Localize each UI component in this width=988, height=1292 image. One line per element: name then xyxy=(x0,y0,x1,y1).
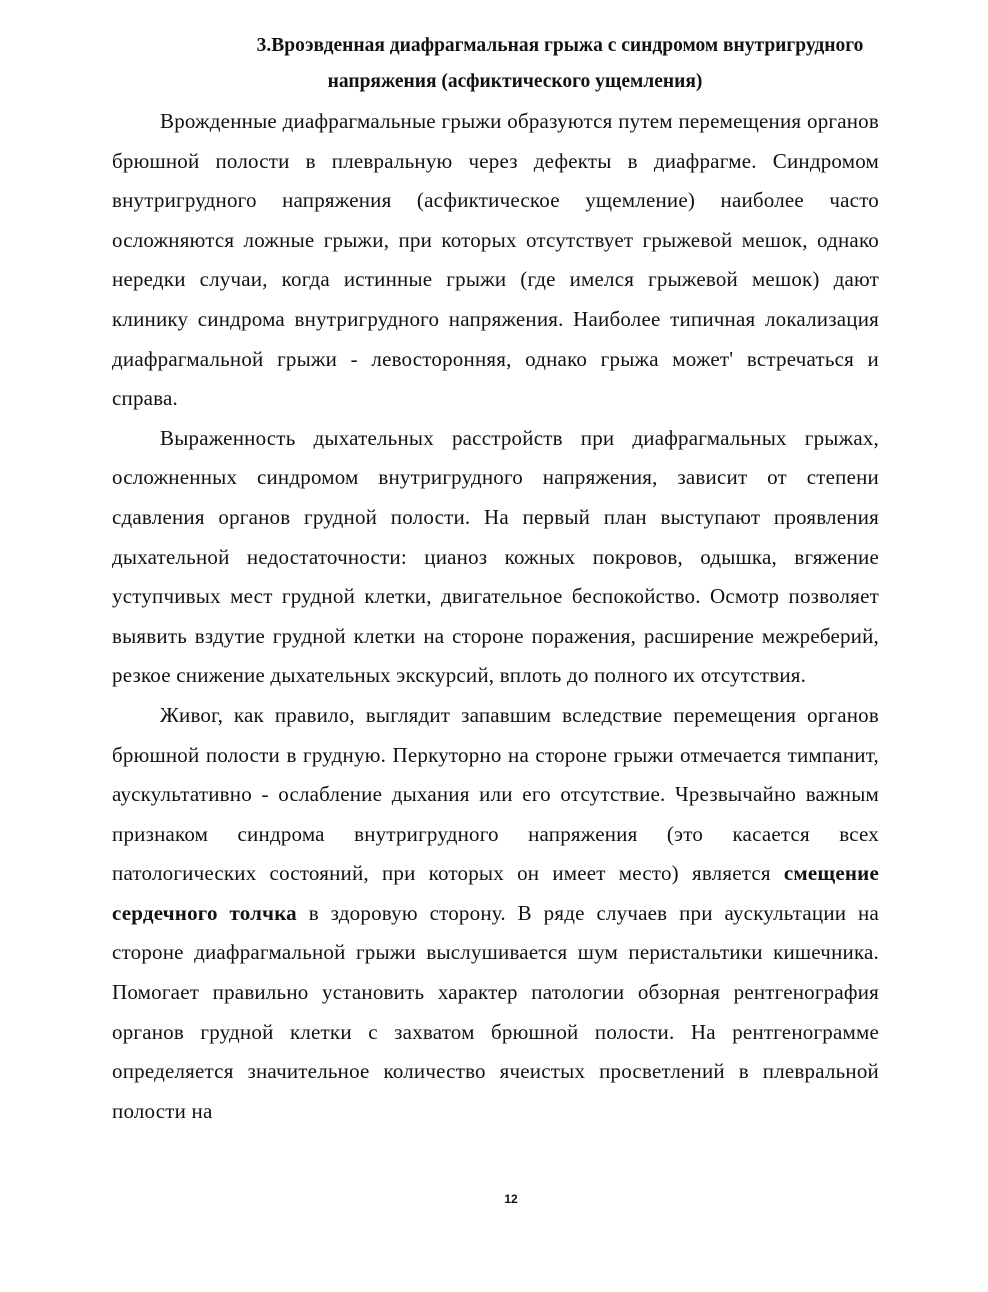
paragraph-1: Врожденные диафрагмальные грыжи образуются путем перемещения органов брюшной полости в плевральную через дефекты в диафрагме. Синдромом внутригрудного напряжения (асфиктическое ущемление) наиболее часто осложняются ложные грыжи, при которых отсутствует грыжевой мешок, однако нередки случаи, когда истинные грыжи (где имелся грыжевой мешок) дают клинику синдрома внутригрудного напряжения. Наиболее типичная локализация диафрагмальной грыжи - левосторонняя, однако грыжа может' встречаться и справа. xyxy=(112,109,879,411)
paragraph-3-text-start: Живог, как правило, выглядит запавшим вследствие перемещения органов брюшной полости в грудную. Перкуторно на стороне грыжи отмечается тимпанит, аускультативно - ослабление дыхания или его отсутствие. Чрезвычайно важным признаком синдрома внутригрудного напряжения (это касается всех патологических состояний, при которых он имеет место) является xyxy=(112,702,879,886)
section-heading xyxy=(110,28,880,100)
paragraph-3 xyxy=(112,696,879,1132)
paragraph-3-text-end: в здоровую сторону. В ряде случаев при аускультации на стороне диафрагмальной грыжи выслушивается шум перистальтики кишечника. Помогает правильно установить характер патологии обзорная рентгенография органов грудной клетки с захватом брюшной полости. На рентгенограмме определяется значительное количество ячеистых просветлений в плевральной полости на xyxy=(112,900,880,1123)
paragraph-2: Выраженность дыхательных расстройств при диафрагмальных грыжах, осложненных синдромом внутригрудного напряжения, зависит от степени сдавления органов грудной полости. На первый план выступают проявления дыхательной недостаточности: цианоз кожных покровов, одышка, вгяжение уступчивых мест грудной клетки, двигательное беспокойство. Осмотр позволяет выявить вздутие грудной клетки на стороне поражения, расширение межреберий, резкое снижение дыхательных экскурсий, вплоть до полного их отсутствия. xyxy=(112,425,879,688)
page-number: 12 xyxy=(504,1192,518,1206)
body-text xyxy=(112,102,879,1131)
heading-line-2: напряжения (асфиктического ущемления) xyxy=(327,71,703,92)
heading-line-1: 3.Вроэвденная диафрагмальная грыжа с синдромом внутригрудного xyxy=(256,35,864,56)
emphasized-term: смещение сердечного толчка xyxy=(112,861,879,925)
